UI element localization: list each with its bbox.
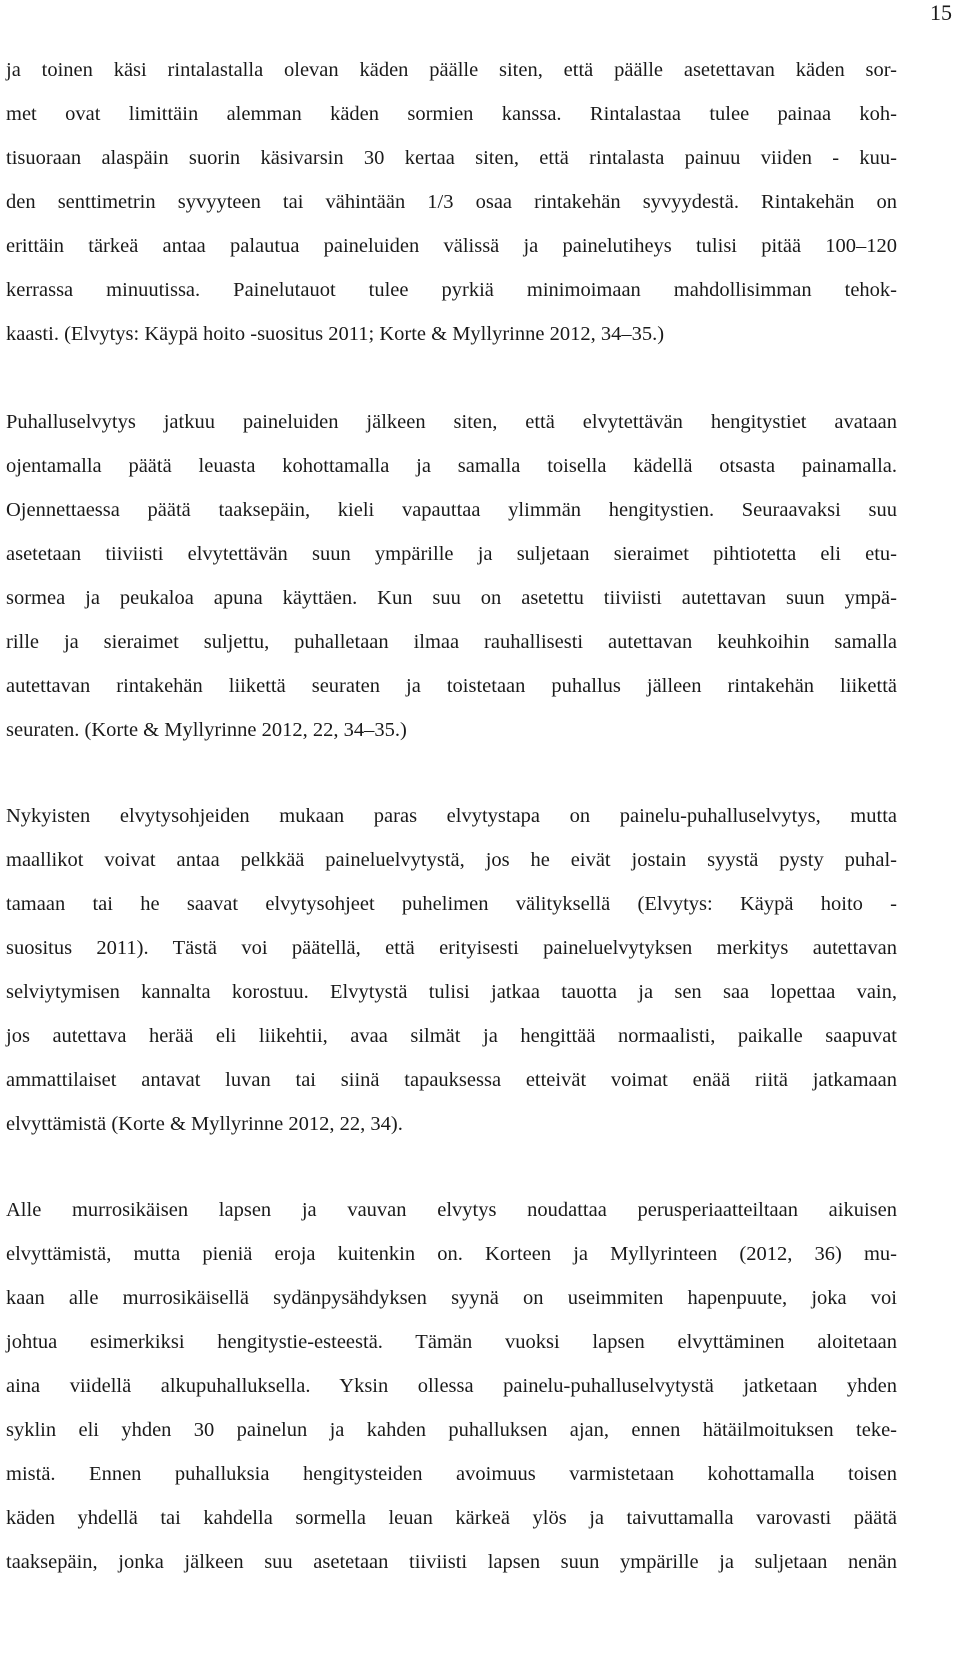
text-line: tamaan tai he saavat elvytysohjeet puhelimen välityksellä (Elvytys: Käypä hoito - bbox=[6, 893, 897, 915]
text-line: Nykyisten elvytysohjeiden mukaan paras elvytystapa on painelu-puhalluselvytys, mutta bbox=[6, 805, 897, 827]
text-line: elvyttämistä, mutta pieniä eroja kuitenkin on. Korteen ja Myllyrinteen (2012, 36) mu- bbox=[6, 1243, 897, 1265]
text-line: seuraten. (Korte & Myllyrinne 2012, 22, 34–35.) bbox=[6, 719, 407, 741]
text-line: johtua esimerkiksi hengitystie-esteestä. Tämän vuoksi lapsen elvyttäminen aloitetaan bbox=[6, 1331, 897, 1353]
text-line: kaan alle murrosikäisellä sydänpysähdyksen syynä on useimmiten hapenpuute, joka voi bbox=[6, 1287, 897, 1309]
text-line: den senttimetrin syvyyteen tai vähintään 1/3 osaa rintakehän syvyydestä. Rintakehän on bbox=[6, 191, 897, 213]
text-line: tisuoraan alaspäin suorin käsivarsin 30 kertaa siten, että rintalasta painuu viiden - kuu- bbox=[6, 147, 897, 169]
text-line: elvyttämistä (Korte & Myllyrinne 2012, 22, 34). bbox=[6, 1113, 403, 1135]
text-line: selviytymisen kannalta korostuu. Elvytystä tulisi jatkaa tauotta ja sen saa lopettaa vain, bbox=[6, 981, 897, 1003]
text-line: maallikot voivat antaa pelkkää paineluelvytystä, jos he eivät jostain syystä pysty puhal- bbox=[6, 849, 897, 871]
text-line: met ovat limittäin alemman käden sormien kanssa. Rintalastaa tulee painaa koh- bbox=[6, 103, 897, 125]
text-line: taaksepäin, jonka jälkeen suu asetetaan tiiviisti lapsen suun ympärille ja suljetaan nenän bbox=[6, 1551, 897, 1573]
text-line: Puhalluselvytys jatkuu paineluiden jälkeen siten, että elvytettävän hengitystiet avataan bbox=[6, 411, 897, 433]
text-line: kaasti. (Elvytys: Käypä hoito -suositus 2011; Korte & Myllyrinne 2012, 34–35.) bbox=[6, 323, 665, 345]
text-line: suositus 2011). Tästä voi päätellä, että erityisesti paineluelvytyksen merkitys autettavan bbox=[6, 937, 897, 959]
text-line: asetetaan tiiviisti elvytettävän suun ympärille ja suljetaan sieraimet pihtiotetta eli etu- bbox=[6, 543, 897, 565]
text-line: sormea ja peukaloa apuna käyttäen. Kun suu on asetettu tiiviisti autettavan suun ympä- bbox=[6, 587, 897, 609]
text-line: ja toinen käsi rintalastalla olevan käden päälle siten, että päälle asetettavan käden sor- bbox=[6, 59, 897, 81]
text-line: syklin eli yhden 30 painelun ja kahden puhalluksen ajan, ennen hätäilmoituksen teke- bbox=[6, 1419, 897, 1441]
text-line: rille ja sieraimet suljettu, puhalletaan ilmaa rauhallisesti autettavan keuhkoihin samalla bbox=[6, 631, 897, 653]
text-line: Ojennettaessa päätä taaksepäin, kieli vapauttaa ylimmän hengitystien. Seuraavaksi suu bbox=[6, 499, 897, 521]
text-line: autettavan rintakehän liikettä seuraten ja toistetaan puhallus jälleen rintakehän liikettä bbox=[6, 675, 897, 697]
text-line: aina viidellä alkupuhalluksella. Yksin ollessa painelu-puhalluselvytystä jatketaan yhden bbox=[6, 1375, 897, 1397]
text-line: jos autettava herää eli liikehtii, avaa silmät ja hengittää normaalisti, paikalle saapuvat bbox=[6, 1025, 897, 1047]
text-line: Alle murrosikäisen lapsen ja vauvan elvytys noudattaa perusperiaatteiltaan aikuisen bbox=[6, 1199, 897, 1221]
page-number: 15 bbox=[930, 0, 952, 25]
text-line: kerrassa minuutissa. Painelutauot tulee pyrkiä minimoimaan mahdollisimman tehok- bbox=[6, 279, 897, 301]
text-line: ammattilaiset antavat luvan tai siinä tapauksessa etteivät voimat enää riitä jatkamaan bbox=[6, 1069, 897, 1091]
text-line: ojentamalla päätä leuasta kohottamalla ja samalla toisella kädellä otsasta painamalla. bbox=[6, 455, 897, 477]
text-line: käden yhdellä tai kahdella sormella leuan kärkeä ylös ja taivuttamalla varovasti päätä bbox=[6, 1507, 897, 1529]
text-line: erittäin tärkeä antaa palautua paineluiden välissä ja painelutiheys tulisi pitää 100–120 bbox=[6, 235, 897, 257]
text-line: mistä. Ennen puhalluksia hengitysteiden avoimuus varmistetaan kohottamalla toisen bbox=[6, 1463, 897, 1485]
